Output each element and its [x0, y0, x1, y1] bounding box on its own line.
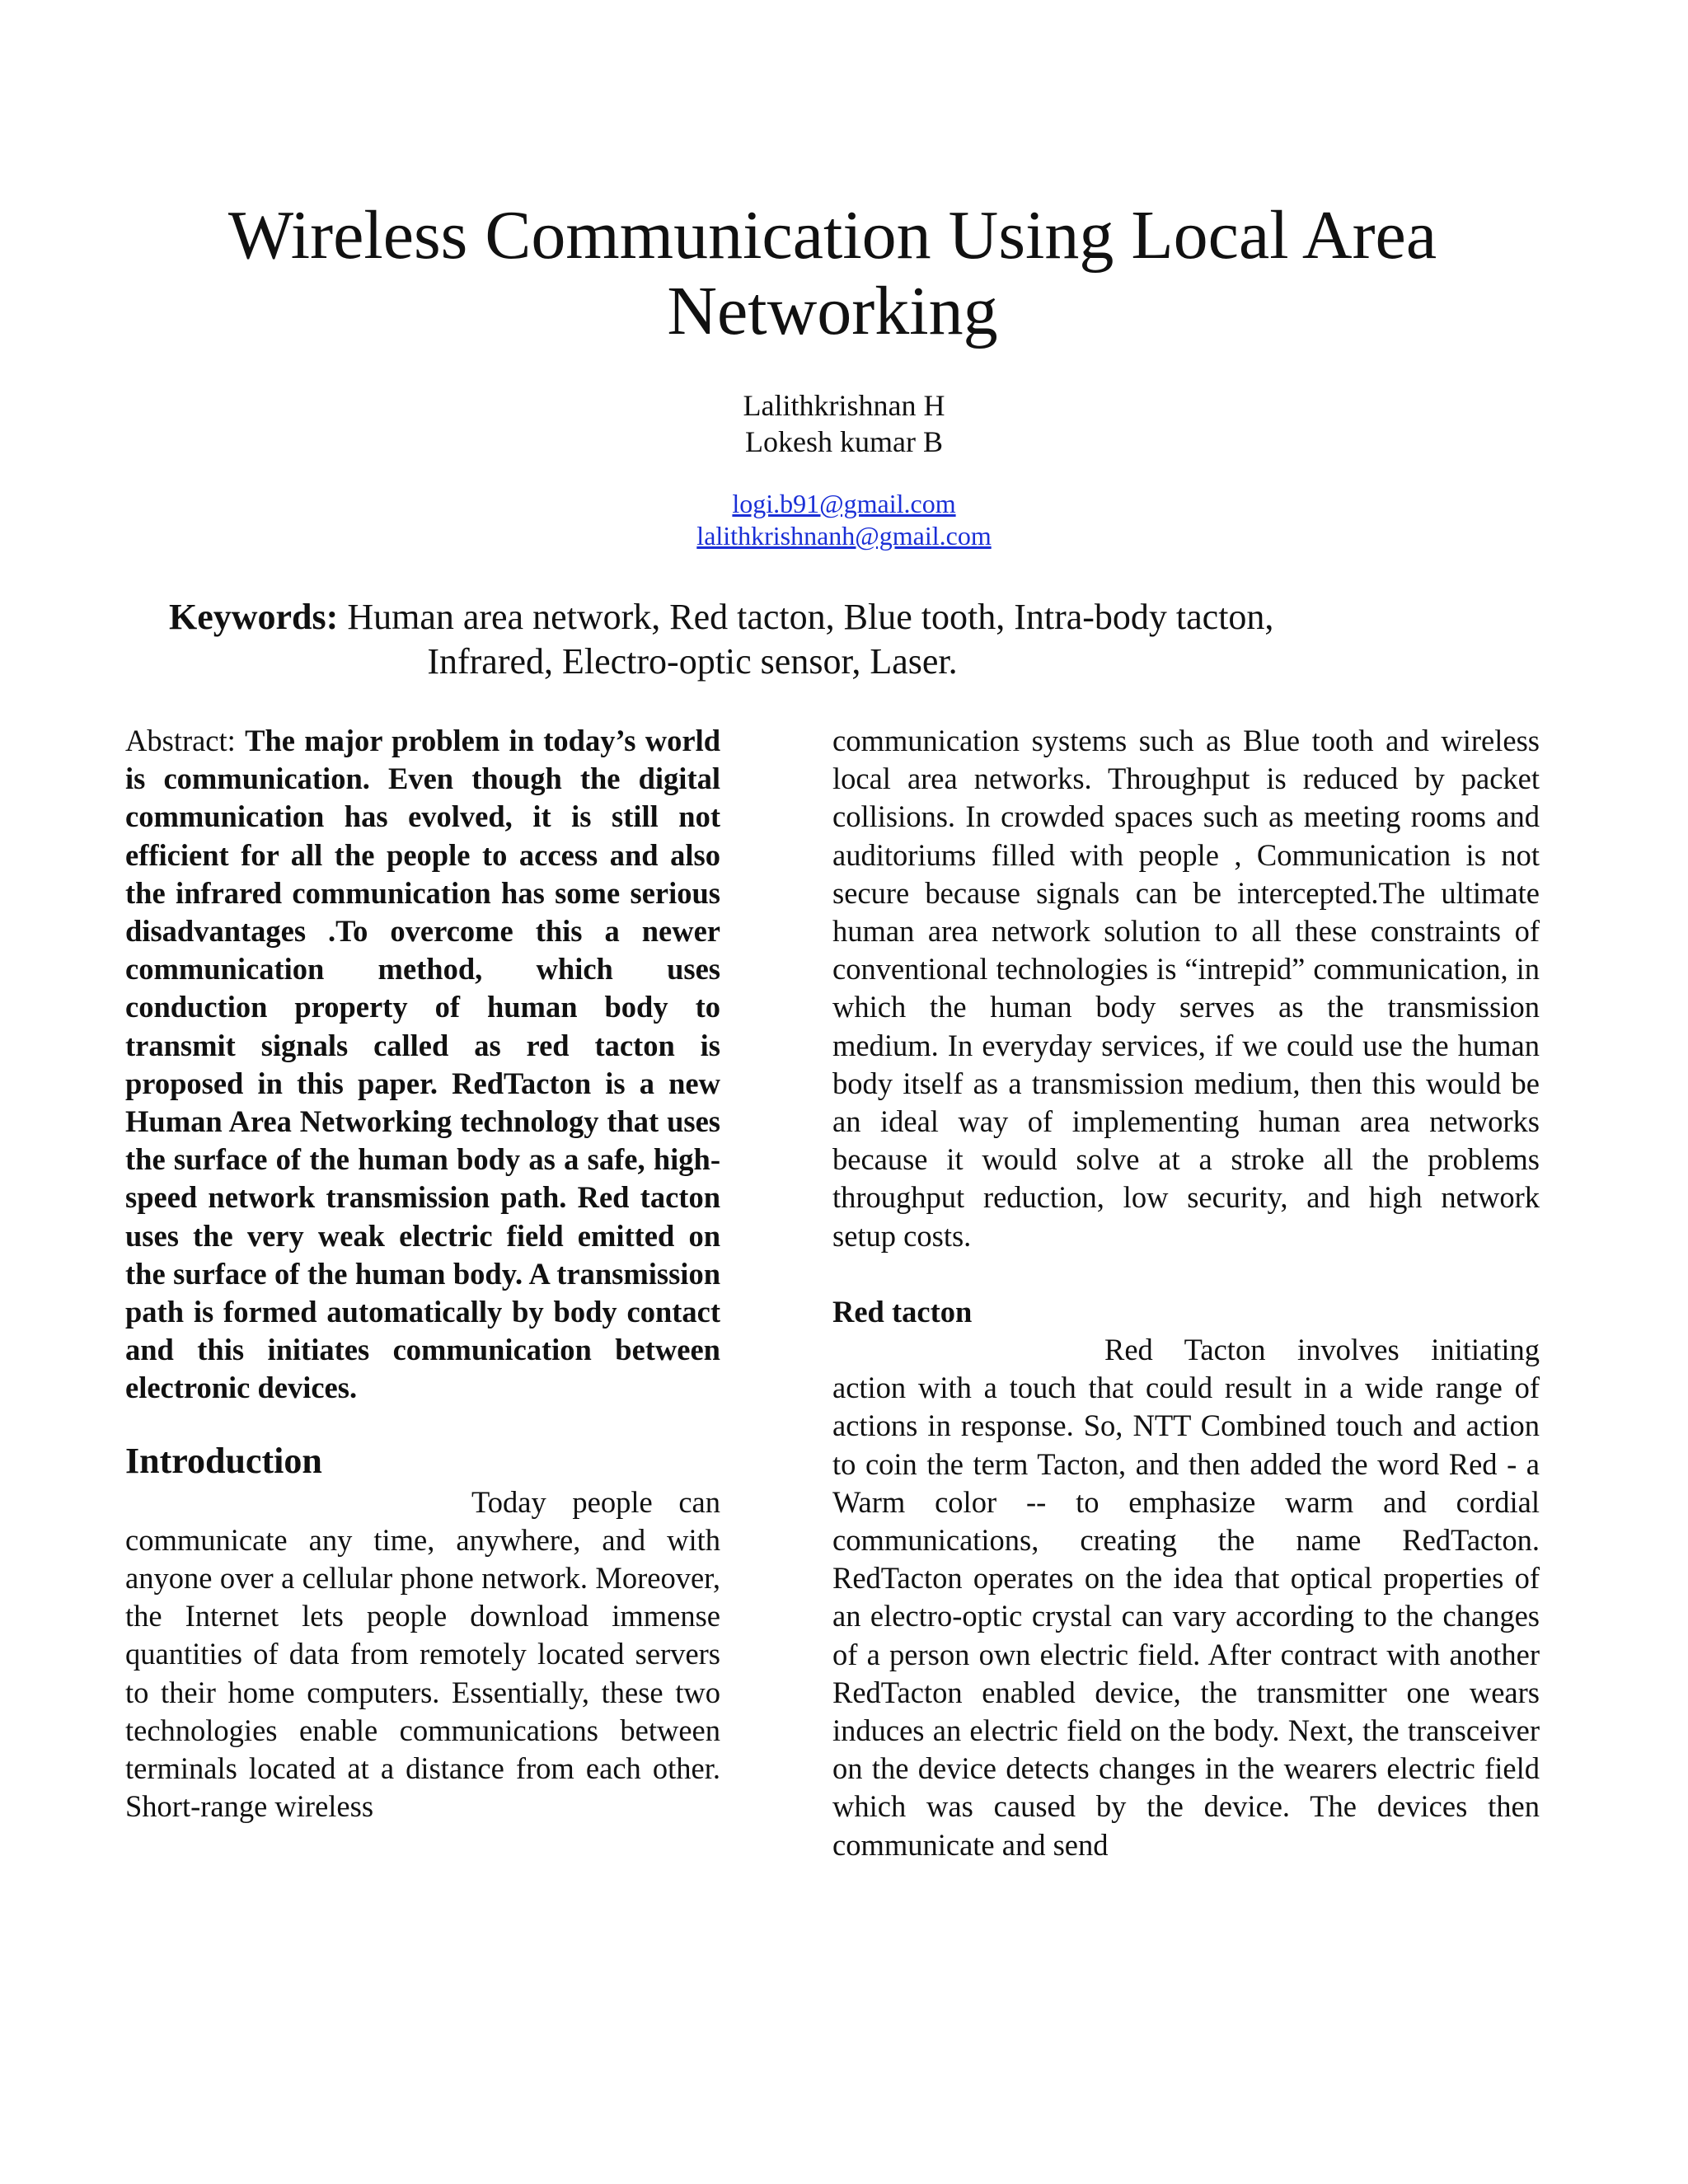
left-column — [125, 722, 720, 1825]
email-link[interactable]: lalithkrishnanh@gmail.com — [696, 521, 992, 551]
author-name: Lokesh kumar B — [745, 425, 943, 458]
red-tacton-text: Red Tacton involves initiating action with a touch that could result in a wide range of actions in response. So, NTT Combined touch and action to coin the term Tacton, and then added the word Red - a Warm color -- to emphasize warm and cordial communications, creating the name RedTacton. RedTacton operates on the idea that optical properties of an electro-optic crystal can vary according to the changes of a person own electric field. After contract with another RedTacton enabled device, the transmitter one wears induces an electric field on the body. Next, the transceiver on the device detects changes in the wearers electric field which was caused by the device. The devices then communicate and send — [832, 1333, 1540, 1862]
continuation-paragraph: communication systems such as Blue tooth and wireless local area networks. Throughput is reduced by packet collisions. In crowded spaces such as meeting rooms and auditoriums filled with people , Communication is not secure because signals can be intercepted.The ultimate human area network solution to all these constraints of conventional technologies is “intrepid” communication, in which the human body serves as the transmission medium. In everyday services, if we could use the human body itself as a transmission medium, then this would be an ideal way of implementing human area networks because it would solve at a stroke all the problems throughput reduction, low security, and high network setup costs. — [832, 724, 1540, 1253]
keywords-line-2: Infrared, Electro-optic sensor, Laser. — [427, 641, 958, 682]
red-tacton-paragraph — [832, 1331, 1540, 1864]
author-list — [0, 387, 1688, 460]
keywords-line-1: Human area network, Red tacton, Blue tooth, Intra-body tacton, — [347, 597, 1274, 637]
introduction-paragraph — [125, 1483, 720, 1826]
abstract-paragraph — [125, 722, 720, 1408]
keywords-label: Keywords: — [169, 597, 339, 637]
red-tacton-heading: Red tacton — [832, 1294, 973, 1329]
author-name: Lalithkrishnan H — [743, 389, 945, 422]
keywords-block — [169, 595, 1389, 684]
introduction-heading: Introduction — [125, 1440, 322, 1481]
right-column — [832, 722, 1540, 1864]
introduction-text: Today people can communicate any time, anywhere, and with anyone over a cellular phone network. Moreover, the Internet lets people download immense quantities of data from remotely located servers to their home computers. Essentially, these two technologies enable communications between terminals located at a distance from each other. Short-range wireless — [125, 1484, 720, 1824]
abstract-label: Abstract: — [125, 724, 236, 757]
paper-title: Wireless Communication Using Local Area Networking — [227, 197, 1437, 349]
email-link[interactable]: logi.b91@gmail.com — [732, 489, 956, 518]
email-list — [0, 488, 1688, 552]
abstract-text: The major problem in today’s world is communication. Even though the digital communication has evolved, it is still not efficient for all the people to access and also the infrared communication has some serious disadvantages .To overcome this a newer communication method, which uses conduction property of human body to transmit signals called as red tacton is proposed in this paper. RedTacton is a new Human Area Networking technology that uses the surface of the human body as a safe, high-speed network transmission path. Red tacton uses the very weak electric field emitted on the surface of the human body. A transmission path is formed automatically by body contact and this initiates communication between electronic devices. — [125, 724, 721, 1405]
